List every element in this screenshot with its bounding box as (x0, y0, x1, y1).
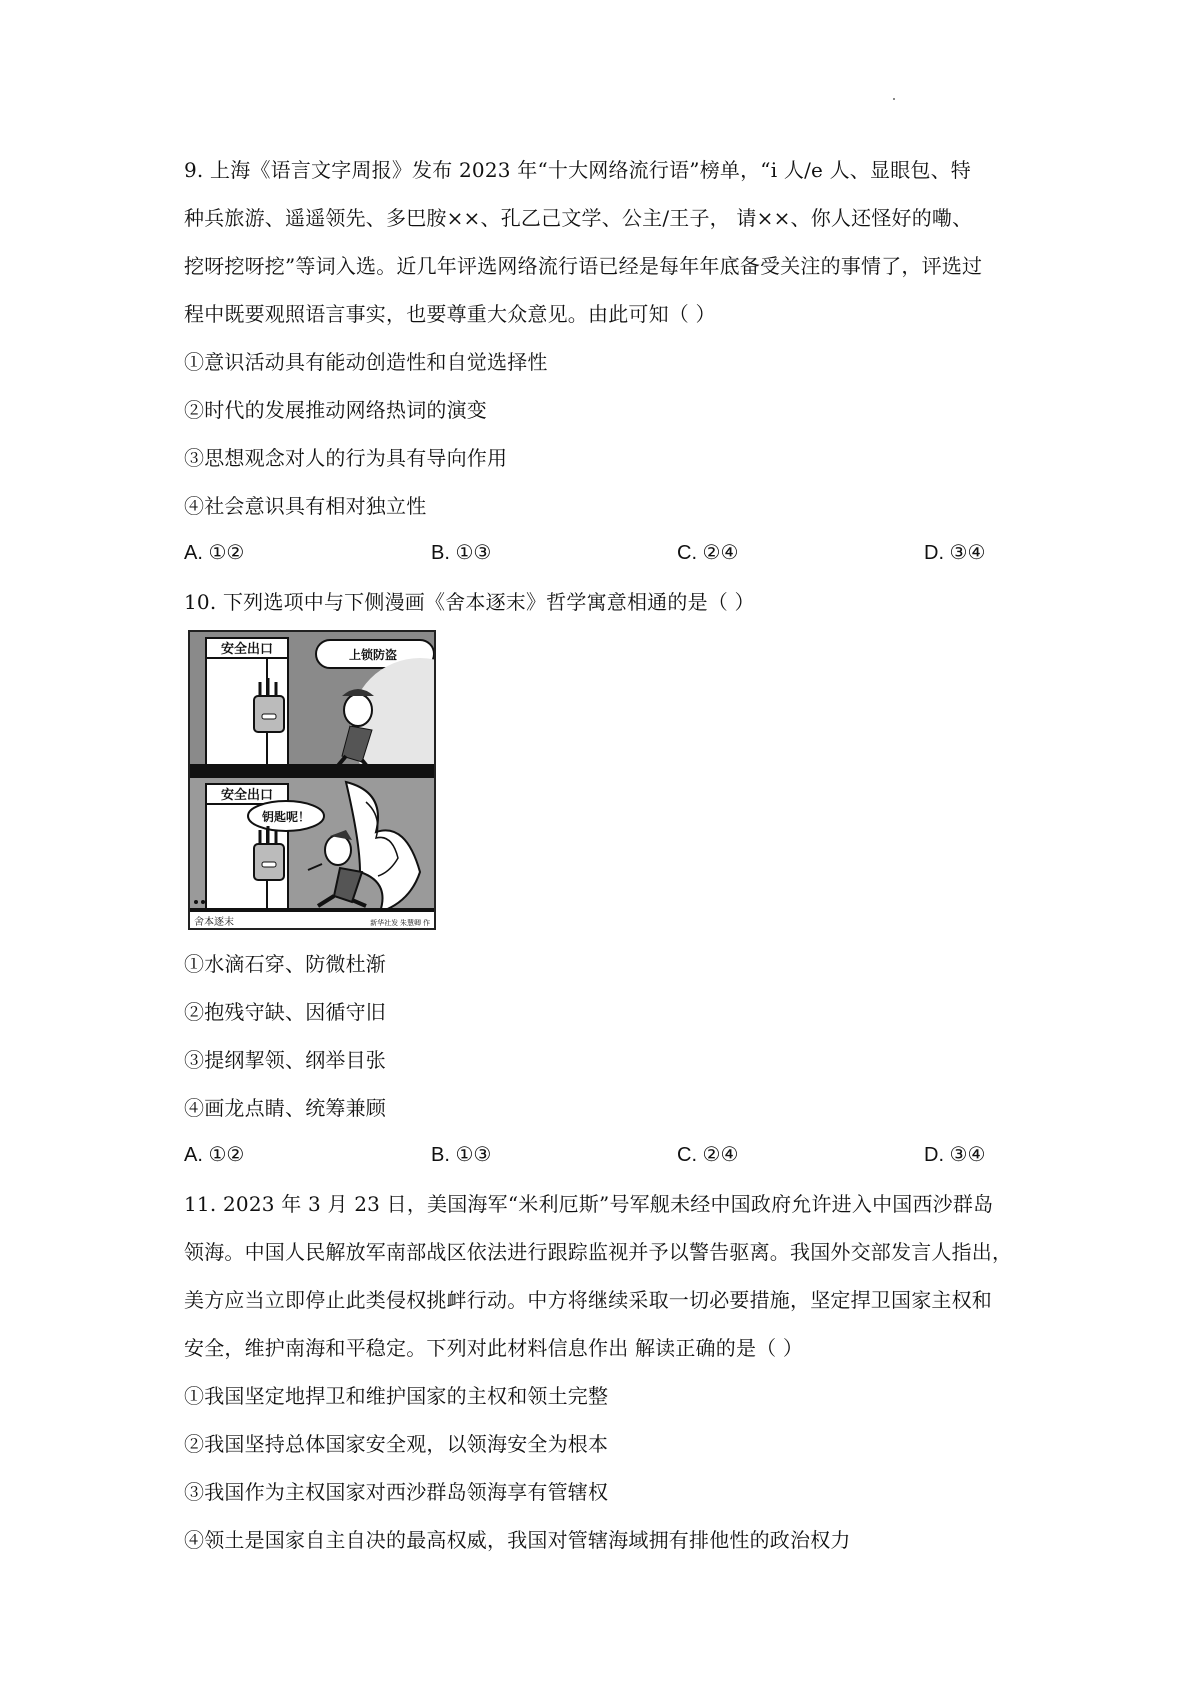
q9-stem-line-3: 挖呀挖呀挖”等词入选。近几年评选网络流行语已经是每年年底备受关注的事情了，评选过 (184, 254, 983, 278)
comic-credit: 新华社发 朱慧卿 作 (370, 920, 430, 927)
comic-panel1-bubble: 上锁防盗 (348, 648, 398, 662)
comic-panel1-sign: 安全出口 (220, 641, 274, 656)
scan-speck (893, 98, 895, 100)
q9-option-d[interactable]: D. ③④ (924, 542, 986, 564)
q11-item-4: ④领土是国家自主自决的最高权威，我国对管辖海域拥有排他性的政治权力 (184, 1528, 851, 1552)
q9-item-2: ②时代的发展推动网络热词的演变 (184, 398, 487, 422)
q11-item-3: ③我国作为主权国家对西沙群岛领海享有管辖权 (184, 1480, 609, 1504)
q11-item-2: ②我国坚持总体国家安全观，以领海安全为根本 (184, 1432, 609, 1456)
q10-option-c[interactable]: C. ②④ (677, 1144, 739, 1166)
q10-item-3: ③提纲挈领、纲举目张 (184, 1048, 386, 1072)
q10-item-4: ④画龙点睛、统筹兼顾 (184, 1096, 386, 1120)
q10-item-2: ②抱残守缺、因循守旧 (184, 1000, 386, 1024)
q9-stem-line-1: 9. 上海《语言文字周报》发布 2023 年“十大网络流行语”榜单，“i 人/e 人、显眼包、特 (184, 158, 972, 182)
q9-stem-line-2: 种兵旅游、遥遥领先、多巴胺××、孔乙己文学、公主/王子， 请××、你人还怪好的嘞、 (184, 206, 973, 230)
q9-item-4: ④社会意识具有相对独立性 (184, 494, 427, 518)
q10-item-1: ①水滴石穿、防微杜渐 (184, 952, 386, 976)
q11-stem-line-4: 安全，维护南海和平稳定。下列对此材料信息作出 解读正确的是（ ） (184, 1336, 804, 1360)
q10-option-b[interactable]: B. ①③ (431, 1144, 492, 1166)
q11-item-1: ①我国坚定地捍卫和维护国家的主权和领土完整 (184, 1384, 609, 1408)
comic-panel2-sign: 安全出口 (220, 787, 274, 802)
comic-illustration (188, 630, 436, 930)
q9-option-c[interactable]: C. ②④ (677, 542, 739, 564)
q11-stem-line-3: 美方应当立即停止此类侵权挑衅行动。中方将继续采取一切必要措施，坚定捍卫国家主权和 (184, 1288, 992, 1312)
q11-stem-line-1: 11. 2023 年 3 月 23 日，美国海军“米利厄斯”号军舰未经中国政府允许进入中国西沙群岛 (184, 1192, 994, 1216)
comic-drawing (190, 632, 434, 928)
comic-panel2-bubble: 钥匙呢！ (261, 810, 311, 824)
q10-options (184, 1142, 1014, 1170)
q10-option-a[interactable]: A. ①② (184, 1144, 245, 1166)
q10-stem: 10. 下列选项中与下侧漫画《舍本逐末》哲学寓意相通的是（ ） (184, 590, 755, 614)
q9-item-3: ③思想观念对人的行为具有导向作用 (184, 446, 508, 470)
q9-option-a[interactable]: A. ①② (184, 542, 245, 564)
q9-item-1: ①意识活动具有能动创造性和自觉选择性 (184, 350, 548, 374)
comic-title: 舍本逐末 (194, 917, 234, 928)
q9-stem-line-4: 程中既要观照语言事实，也要尊重大众意见。由此可知（ ） (184, 302, 716, 326)
q10-option-d[interactable]: D. ③④ (924, 1144, 986, 1166)
q9-options (184, 540, 1014, 568)
q9-option-b[interactable]: B. ①③ (431, 542, 492, 564)
q11-stem-line-2: 领海。中国人民解放军南部战区依法进行跟踪监视并予以警告驱离。我国外交部发言人指出， (184, 1240, 1013, 1264)
